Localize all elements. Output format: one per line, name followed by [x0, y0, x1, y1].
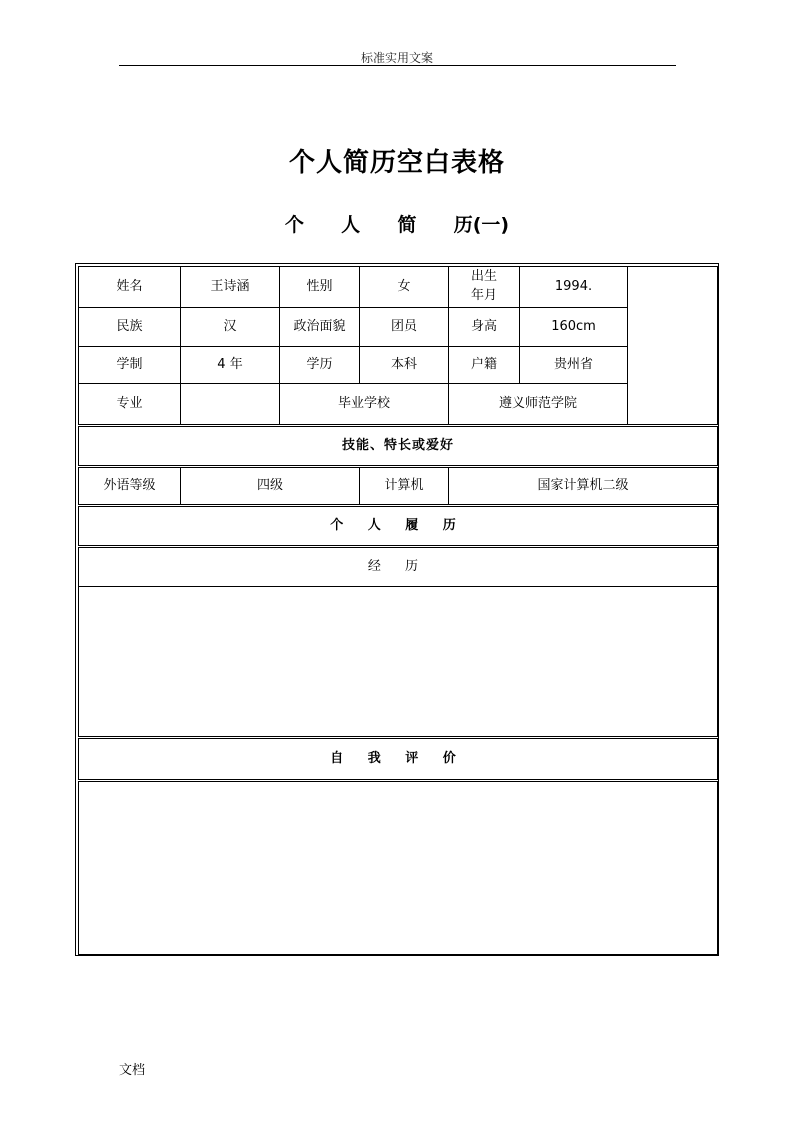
major-label: 专业 — [78, 383, 181, 425]
education-label: 学历 — [279, 346, 360, 384]
school-value: 遵义师范学院 — [448, 383, 628, 425]
name-value: 王诗涵 — [180, 266, 280, 308]
document-title: 个人简历空白表格 — [288, 148, 505, 178]
language-label: 外语等级 — [78, 467, 181, 505]
schooling-label: 学制 — [78, 346, 181, 384]
resume-subtitle — [0, 210, 794, 237]
birth-value: 1994. — [519, 266, 628, 308]
education-value: 本科 — [359, 346, 449, 384]
gender-label: 性别 — [279, 266, 360, 308]
skills-heading: 技能、特长或爱好 — [78, 426, 718, 466]
photo-area — [627, 266, 718, 425]
birth-label — [448, 266, 520, 308]
subtitle-char-2: 人 — [341, 214, 361, 236]
political-value: 团员 — [359, 307, 449, 347]
gender-value: 女 — [359, 266, 449, 308]
language-value: 四级 — [180, 467, 360, 505]
birth-label-line-1: 出生 — [470, 269, 497, 285]
ethnic-value: 汉 — [180, 307, 280, 347]
resume-form-table — [75, 263, 719, 956]
experience-label: 经 历 — [78, 547, 718, 587]
header-rule — [119, 65, 676, 66]
subtitle-char-1: 个 — [284, 214, 304, 236]
page-footer: 文档 — [119, 1063, 146, 1078]
height-label: 身高 — [448, 307, 520, 347]
height-value: 160cm — [519, 307, 628, 347]
political-label: 政治面貌 — [279, 307, 360, 347]
experience-content — [78, 586, 718, 737]
name-label: 姓名 — [78, 266, 181, 308]
hukou-label: 户籍 — [448, 346, 520, 384]
schooling-value: 4 年 — [180, 346, 280, 384]
computer-value: 国家计算机二级 — [448, 467, 718, 505]
page-header: 标准实用文案 — [360, 51, 433, 65]
ethnic-label: 民族 — [78, 307, 181, 347]
subtitle-char-4: 历(一) — [453, 214, 510, 236]
birth-label-line-2: 年月 — [470, 288, 497, 303]
subtitle-char-3: 简 — [397, 214, 417, 236]
evaluation-heading: 自 我 评 价 — [78, 738, 718, 780]
school-label: 毕业学校 — [279, 383, 449, 425]
computer-label: 计算机 — [359, 467, 449, 505]
history-heading: 个 人 履 历 — [78, 506, 718, 546]
evaluation-content — [78, 781, 718, 955]
major-value — [180, 383, 280, 425]
hukou-value: 贵州省 — [519, 346, 628, 384]
